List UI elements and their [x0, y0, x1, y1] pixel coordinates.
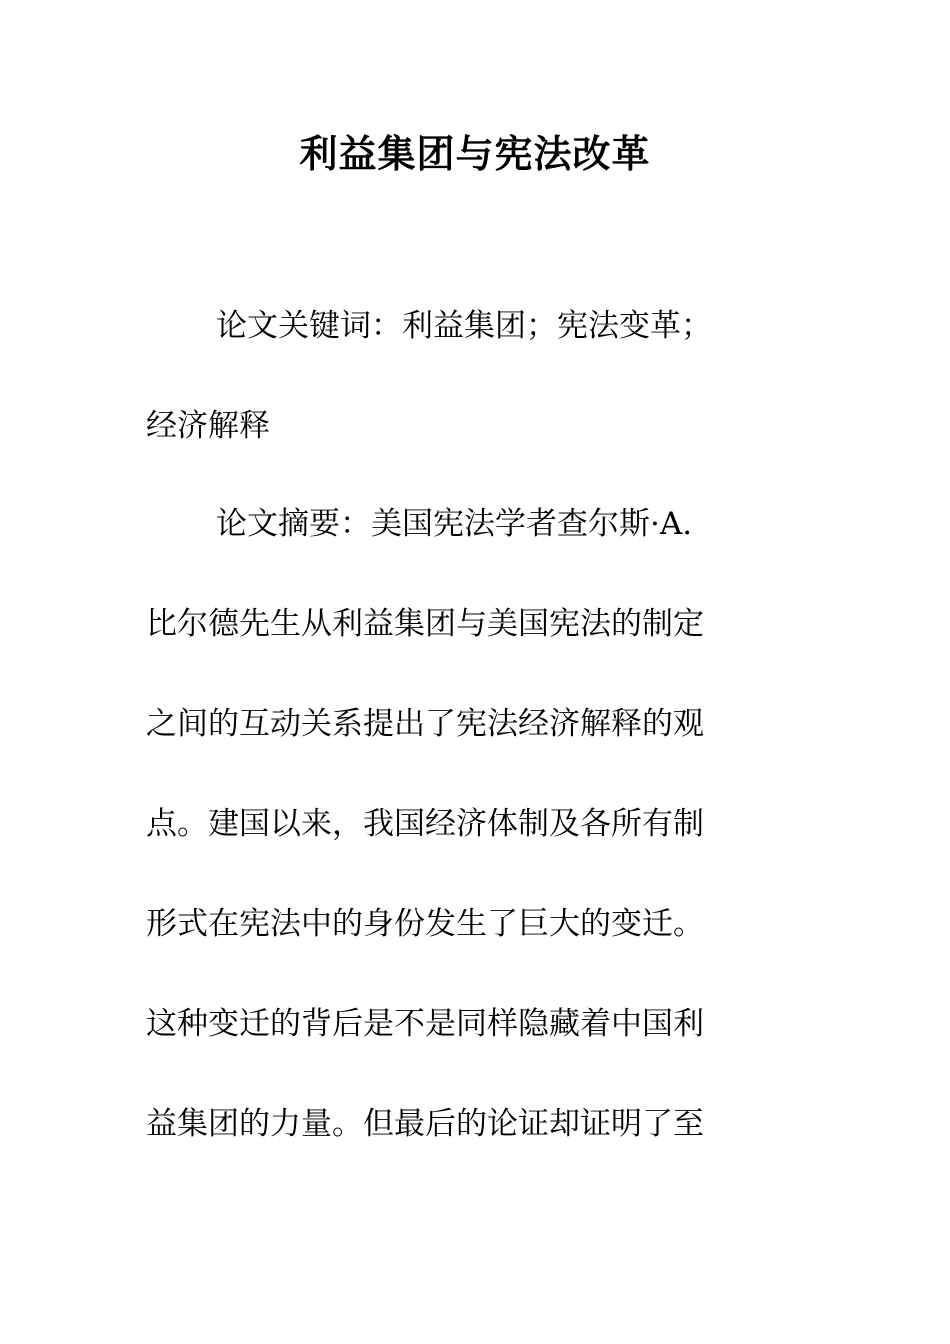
abstract-line-7: 益集团的力量。但最后的论证却证明了至 — [146, 1106, 704, 1142]
abstract-line-3: 之间的互动关系提出了宪法经济解释的观 — [146, 706, 704, 742]
abstract-line-2: 比尔德先生从利益集团与美国宪法的制定 — [146, 606, 704, 642]
abstract-paragraph — [146, 474, 786, 1174]
document-title: 利益集团与宪法改革 — [299, 131, 651, 176]
abstract-line-4: 点。建国以来，我国经济体制及各所有制 — [146, 806, 704, 842]
keywords-paragraph — [146, 276, 786, 476]
abstract-line-6: 这种变迁的背后是不是同样隐藏着中国利 — [146, 1006, 704, 1042]
keywords-line-2: 经济解释 — [146, 408, 270, 444]
abstract-line-5: 形式在宪法中的身份发生了巨大的变迁。 — [146, 906, 704, 942]
keywords-line-1: 论文关键词：利益集团；宪法变革； — [216, 308, 712, 344]
abstract-line-1: 论文摘要：美国宪法学者查尔斯·A. — [216, 506, 693, 542]
